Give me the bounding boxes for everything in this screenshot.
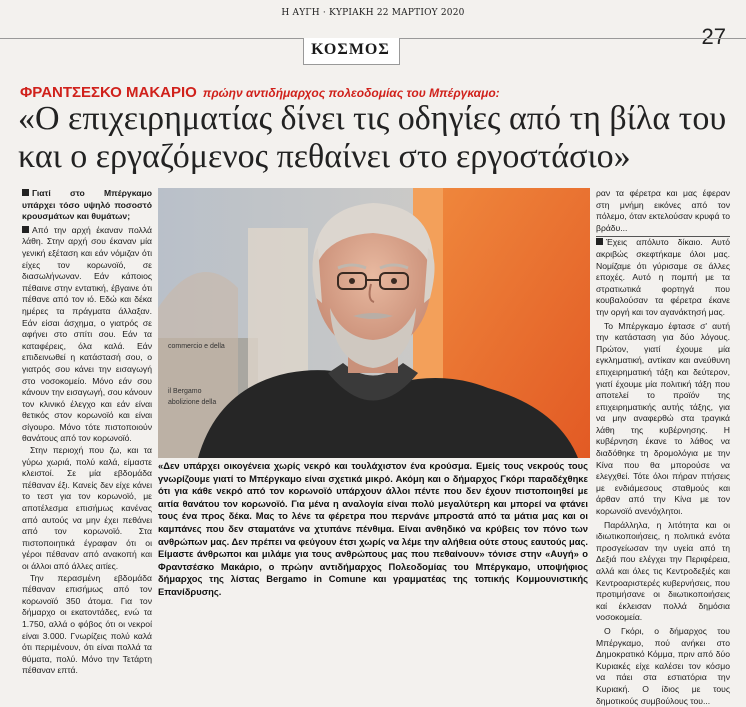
article-column-left xyxy=(22,188,152,676)
poster-text: il Bergamo xyxy=(168,388,202,395)
answer-paragraph xyxy=(22,225,152,445)
question-marker-icon xyxy=(22,189,29,196)
answer-paragraph: Στην περιοχή που ζω, και τα γύρω χωριά, πολύ καλά, είμαστε κλειστοί. Σε μία εβδομάδα πέθαναν έξι. Κανείς δεν είχε κάνει το τεστ για τον κορωνοϊό, με αποτέλεσμα επισήμως κανένας από αυτούς να μην έχει πεθάνει από τον κορωνοϊό. Στα πιστοποιητικά έγραφαν ότι οι γέροι πέθαναν από ανακοπή και οι άλλοι από άλλες αιτίες. xyxy=(22,445,152,571)
answer-marker-icon xyxy=(22,226,29,233)
interviewee-role: πρώην αντιδήμαρχος πολεοδομίας του Μπέργκαμο: xyxy=(202,86,500,100)
question xyxy=(596,236,730,318)
headline: «Ο επιχειρηματίας δίνει τις οδηγίες από τη βίλα του και ο εργαζόμενος πεθαίνει στο εργοστάσιο» xyxy=(18,100,727,175)
poster-text: abolizione della xyxy=(168,399,217,406)
answer-paragraph: Παράλληλα, η λιτότητα και οι ιδιωτικοποιήσεις, η πολιτικά ενότα προσγείωσαν την υγεία από τη Δεξιά που ελέγχει την Περιφέρεια, αλλά και όλες τις Κεντροδεξιές και Κεντροαριστερές κυβερνήσεις, που προτιμήσανε οι διιωτικοποιήσεις καί έκλεισαν πολλά δημόσια νοσοκομεία. xyxy=(596,519,730,623)
running-header: Η ΑΥΓΗ · ΚΥΡΙΑΚΗ 22 ΜΑΡΤΙΟΥ 2020 xyxy=(281,8,465,18)
question xyxy=(22,188,152,223)
question-marker-icon xyxy=(596,238,603,245)
page-number: 27 xyxy=(701,24,726,49)
interviewee-name: ΦΡΑΝΤΣΕΣΚΟ ΜΑΚΑΡΙΟ xyxy=(20,84,197,101)
answer-paragraph: ραν τα φέρετρα και μας έφεραν στη μνήμη εικόνες από τον πόλεμο, όταν εκτελούσαν κρυφά το βράδυ... xyxy=(596,188,730,233)
answer-paragraph: Το Μπέργκαμο έφτασε σ' αυτή την κατάσταση για δύο λόγους. Πρώτον, γιατί έχουμε μία εγκληματική, αντίκαν και ανεύθυνη επιχειρηματική τάξη και δεύτερον, γιατί έχουμε μία πολιτική τάξη που αποτελεί το προϊόν της επιχειρηματικής αυτής τάξης, για να μην αναφερθώ στα τραγικά λάθη της κυβέρνησης. Η κυβέρνηση έκανε το λάθος να διαδόθηκε τη δρομολόγια με την Κίνα που θα μπορούσε να ελεγχθεί. Τότε όλοι πήραν πτήσεις με ενδιάμεσους σταθμούς και άρθαν από την Κίνα με τον κορωνοϊό ανενόχλητοι. xyxy=(596,320,730,517)
answer-paragraph: Την περασμένη εβδομάδα πέθαναν επισήμως από τον κορωνοϊό 350 άτομα. Για τον δήμαρχο οι εκατοντάδες, ενώ τα 1.750, αλλά ο φόβος ότι οι νεκροί είναι 3.000. Γνωρίζεις πολύ καλά ότι περιμένουν, ότι είναι πολλά τα θύματα, πολύ. Μόνο την Τετάρτη πέθαναν επτά. xyxy=(22,572,152,676)
poster-text: commercio e della xyxy=(168,343,225,350)
answer-paragraph: Ο Γκόρι, ο δήμαρχος του Μπέργκαμο, πού ανήκει στο Δημοκρατικό Κόμμα, πριν από δύο Κυριακές είχε καλέσει τον κόσμο να πάει στα εστιατόρια την Κυριακή. Ο ίδιος με τους δημοτικούς συμβούλους του... xyxy=(596,625,730,706)
photo-illustration xyxy=(158,188,590,458)
question-text: Έχεις απόλυτο δίκαιο. Αυτό ακριβώς σκεφτήκαμε όλοι μας. Νομίζαμε ότι γύρισαμε σε άλλες εποχές. Αυτό η πομπή με τα στρατιωτικά φορτηγά που κουβαλούσαν τα φέρετρα έκανε την οργή και τον αγανάκτησή μας. xyxy=(596,237,730,317)
portrait-photo xyxy=(158,188,590,458)
answer-text: Από την αρχή έκαναν πολλά λάθη. Στην αρχή σου έκαναν μία γενική εξέταση και εάν νόμιζαν ότι είχες τον κορωνοϊό, σε διασωλήνωναν. Εάν κάποιος πέθαινε στην εντατική, έβγαινε ότι πέθανε από τον ιό. Εδώ και δέκα ημέρες τα πράγματα άλλαξαν. Εάν είσαι άσχημα, ο γιατρός σε αφήνει στο σπίτι σου. Εάν τα καταφέρεις, όλα καλά. Εάν επιδεινωθεί η κατάστασή σου, ο γιατρός σου κάνει την εισαγωγή στο νοσοκομείο. Μόνο εάν σου κάνουν την εισαγωγή, σου κάνουν τον κλινικό έλεγχο και εάν είναι θετικός στον κορωνοϊό και είναι σίγουρο. Μόνο τότε πιστοποιούν θανάτους από τον κορωνοϊό. xyxy=(22,224,152,444)
section-title: ΚΟΣΜΟΣ xyxy=(311,41,390,58)
photo-caption: «Δεν υπάρχει οικογένεια χωρίς νεκρό και τουλάχιστον ένα κρούσμα. Εμείς τους νεκρούς τους γνωρίζουμε γιατί το Μπέργκαμο είναι σχετικά μικρό. Ακόμη και ο δήμαρχος Γκόρι παραδέχθηκε ότι για κάθε νεκρό από τον κορωνοϊό υπάρχουν άλλοι πέντε που δεν έχουν πιστοποιηθεί με αιτία θανάτου τον κορωνοϊό. Για μένα η αναλογία είναι πολύ μεγαλύτερη και μπορεί να φτάνει τους ένα προς δέκα. Μας το λένε τα φέρετρα που περνάνε μπροστά από τα μάτια μας και οι καμπάνες που δεν σταματάνε να χτυπάνε πένθιμα. Είναι ανθηδικό να κρύβεις τον πόνο των ανθρώπων μας. Δεν πρέπει να φεύγουν έτσι χωρίς να λέμε την αλήθεια ούτε στους εαυτούς μας. Είμαστε άνθρωποι και μιλάμε για τους ανθρώπους μας που πεθαίνουν» τόνισε στην «Αυγή» ο Φραντσέσκο Μακάριο, ο πρώην αντιδήμαρχος Πολεοδομίας του Μπέργκαμο, υποψήφιος δήμαρχος της λίστας Bergamo in Comune και γραμματέας της τοπικής Κομμουνιστικής Επανίδρυσης. xyxy=(158,460,588,597)
kicker xyxy=(20,84,500,101)
question-text: Γιατί στο Μπέργκαμο υπάρχει τόσο υψηλό ποσοστό κρουσμάτων και θυμάτων; xyxy=(22,188,152,222)
article-column-right xyxy=(596,188,730,706)
